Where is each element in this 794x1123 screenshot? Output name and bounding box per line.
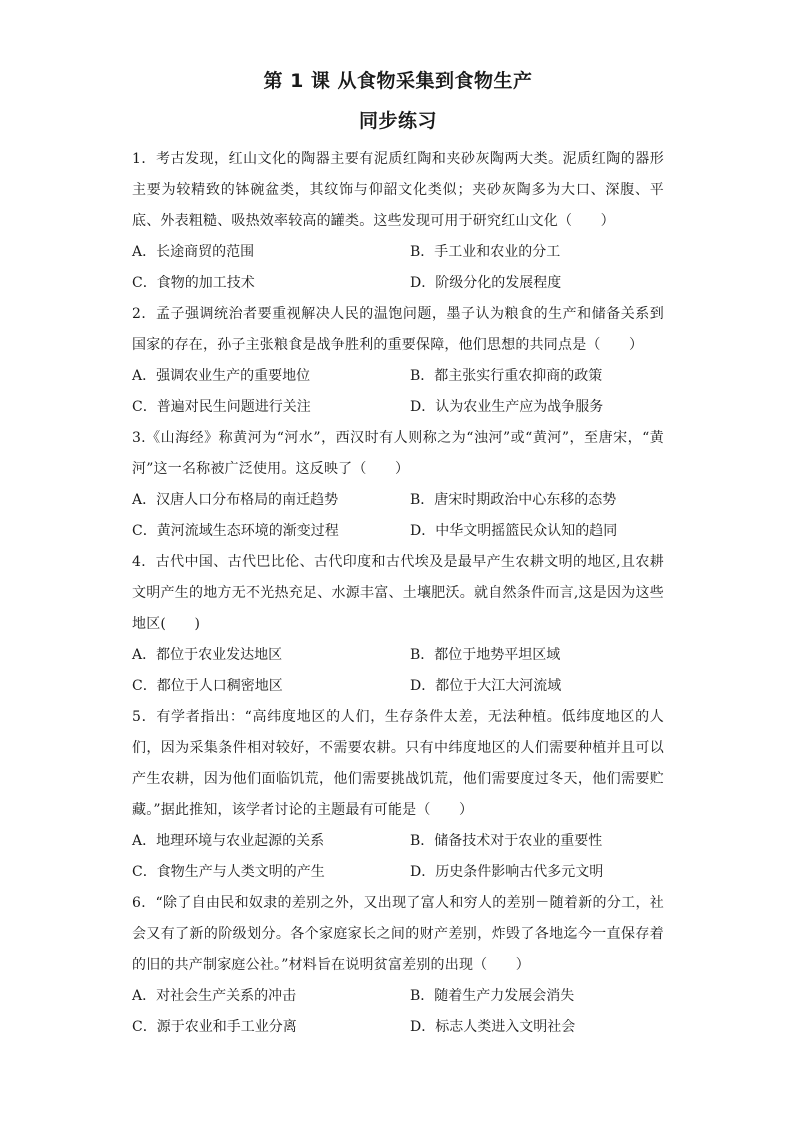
option-a: A．强调农业生产的重要地位 [132,368,311,384]
option-b: B．都位于地势平坦区域 [410,647,561,663]
question-stem: 4．古代中国、古代巴比伦、古代印度和古代埃及是最早产生农耕文明的地区,且农耕文明产生的地方无不光热充足、水源丰富、土壤肥沃。就自然条件而言,这是因为这些地区( ) [132,554,664,632]
option-grid [132,237,664,299]
question-6 [132,888,664,1043]
question-stem: 2．孟子强调统治者要重视解决人民的温饱问题，墨子认为粮食的生产和储备关系到国家的存在，孙子主张粮食是战争胜利的重要保障，他们思想的共同点是（ ） [132,306,664,353]
option-b: B．手工业和农业的分工 [410,244,561,260]
option-a: A．对社会生产关系的冲击 [132,988,297,1004]
question-stem: 3.《山海经》称黄河为“河水”，西汉时有人则称之为“浊河”或“黄河”，至唐宋，“黄河”这一名称被广泛使用。这反映了（ ） [132,430,664,477]
option-grid [132,826,664,888]
option-b: B．唐宋时期政治中心东移的态势 [410,492,617,508]
option-c: C．黄河流域生态环境的渐变过程 [132,523,339,539]
option-c: C．食物生产与人类文明的产生 [132,864,325,880]
option-a: A．长途商贸的范围 [132,244,255,260]
option-b: B．都主张实行重农抑商的政策 [410,368,603,384]
option-d: D．认为农业生产应为战争服务 [410,399,604,415]
option-grid [132,361,664,423]
question-1 [132,144,664,299]
option-d: D．标志人类进入文明社会 [410,1019,576,1035]
lesson-title: 第 1 课 从食物采集到食物生产 [263,70,533,92]
question-stem: 5．有学者指出：“高纬度地区的人们，生存条件太差，无法种植。低纬度地区的人们，因为采集条件相对较好，不需要农耕。只有中纬度地区的人们需要种植并且可以产生农耕，因为他们面临饥荒，他们需要挑战饥荒，他们需要度过冬天，他们需要贮藏。”据此推知，该学者讨论的主题最有可能是（ ） [132,709,664,818]
option-grid [132,981,664,1043]
option-b: B．随着生产力发展会消失 [410,988,575,1004]
option-a: A．地理环境与农业起源的关系 [132,833,325,849]
question-5 [132,702,664,888]
option-grid [132,640,664,702]
option-c: C．都位于人口稠密地区 [132,678,283,694]
question-stem: 1．考古发现，红山文化的陶器主要有泥质红陶和夹砂灰陶两大类。泥质红陶的器形主要为较精致的钵碗盆类，其纹饰与仰韶文化类似；夹砂灰陶多为大口、深腹、平底、外表粗糙、吸热效率较高的罐类。这些发现可用于研究红山文化（ ） [132,151,664,229]
question-3 [132,423,664,547]
option-d: D．阶级分化的发展程度 [410,275,562,291]
option-grid [132,485,664,547]
option-c: C．食物的加工技术 [132,275,255,291]
question-stem: 6．“除了自由民和奴隶的差别之外，又出现了富人和穷人的差别－随着新的分工，社会又有了新的阶级划分。各个家庭家长之间的财产差别，炸毁了各地迄今一直保存着的旧的共产制家庭公社。”材料旨在说明贫富差别的出现（ ） [132,895,664,973]
worksheet-subtitle: 同步练习 [358,110,437,132]
option-d: D．历史条件影响古代多元文明 [410,864,604,880]
option-a: A．汉唐人口分布格局的南迁趋势 [132,492,339,508]
option-d: D．中华文明摇篮民众认知的趋同 [410,523,618,539]
option-b: B．储备技术对于农业的重要性 [410,833,603,849]
option-a: A．都位于农业发达地区 [132,647,283,663]
question-4 [132,547,664,702]
option-c: C．源于农业和手工业分离 [132,1019,297,1035]
option-c: C．普遍对民生问题进行关注 [132,399,311,415]
option-d: D．都位于大江大河流域 [410,678,562,694]
question-2 [132,299,664,423]
